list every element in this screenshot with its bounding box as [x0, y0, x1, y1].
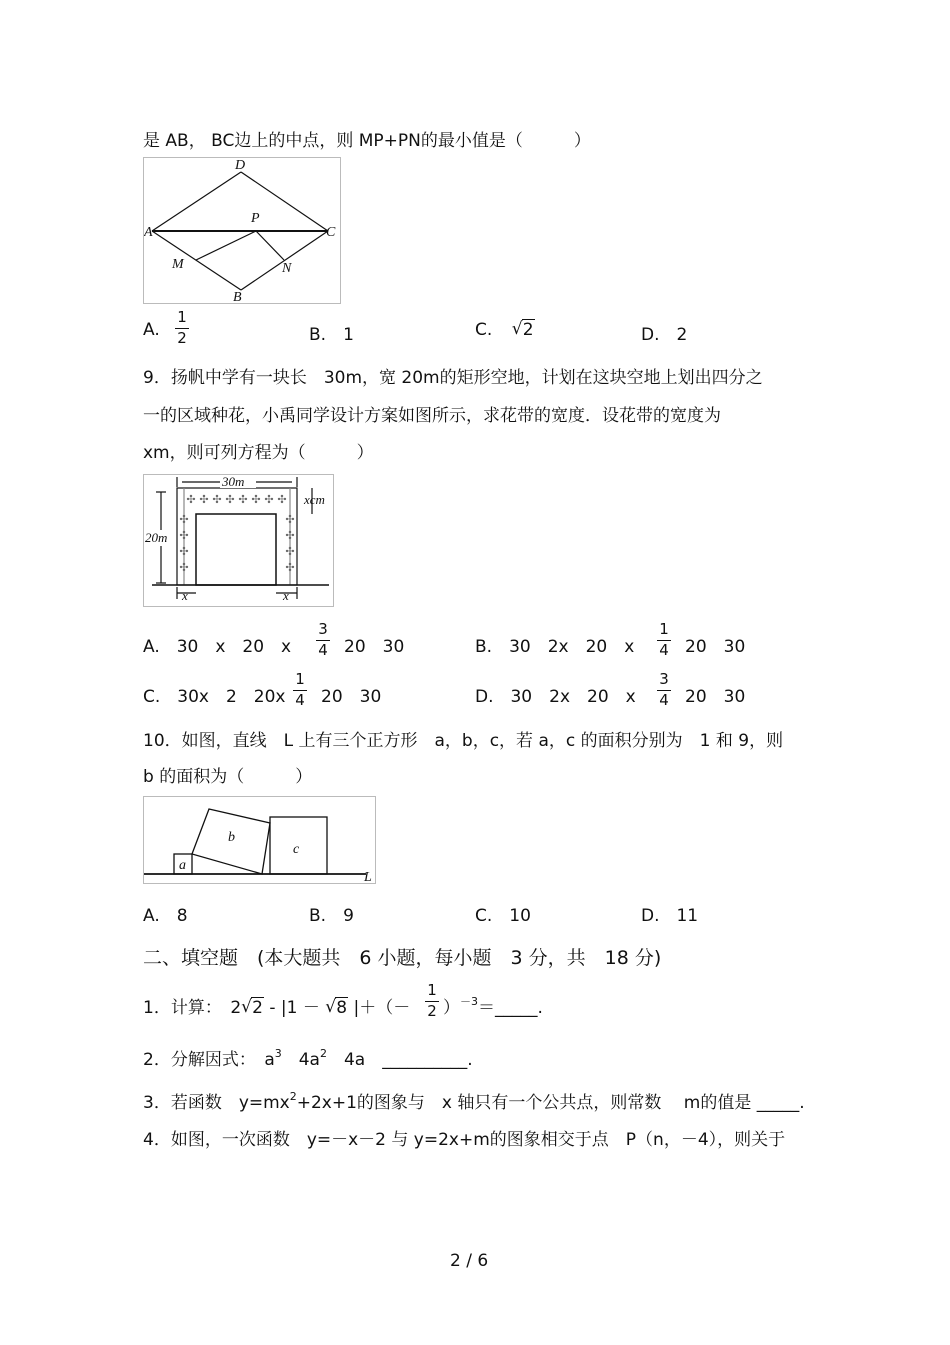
q8-option-a-label: A.: [143, 320, 160, 340]
fill-q1-fraction: 1 2: [425, 982, 439, 1020]
q8-stem: 是 AB， BC边上的中点，则 MP+PN的最小值是（ ）: [143, 131, 591, 151]
svg-text:✣: ✣: [212, 493, 222, 506]
q9-option-c-right: 20 30: [321, 687, 382, 707]
label-a: A: [144, 225, 153, 240]
label-n: N: [282, 261, 292, 276]
svg-text:✣: ✣: [277, 493, 287, 506]
svg-text:✣: ✣: [285, 545, 295, 558]
q9-option-d-left: D. 30 2x 20 x: [475, 687, 636, 707]
label-20m: 20m: [145, 530, 168, 545]
q9-option-c-left: C. 30x 2 20x: [143, 687, 286, 707]
q9-option-d-right: 20 30: [685, 687, 746, 707]
label-d: D: [235, 158, 246, 173]
q9-option-c-fraction: 1 4: [293, 671, 307, 709]
q10-option-a: A. 8: [143, 906, 188, 926]
q8-option-b: B. 1: [309, 325, 354, 345]
label-30m: 30m: [222, 475, 245, 489]
q9-option-b-fraction: 1 4: [657, 621, 671, 659]
svg-text:✣: ✣: [285, 529, 295, 542]
q8-option-a-fraction: 1 2: [175, 309, 189, 347]
svg-text:✣: ✣: [238, 493, 248, 506]
q8-option-d: D. 2: [641, 325, 688, 345]
svg-text:✣: ✣: [285, 561, 295, 574]
label-square-b: b: [228, 830, 235, 845]
q8-rhombus-figure: [143, 157, 341, 304]
q9-garden-figure: [143, 474, 334, 607]
q9-option-b-right: 20 30: [685, 637, 746, 657]
fill-q2: 2．分解因式： $a^3$ $4a^2$ 4a __________.: [143, 1047, 473, 1070]
page-number: 2 / 6: [450, 1251, 489, 1271]
q10-option-d: D. 11: [641, 906, 699, 926]
q10-option-b: B. 9: [309, 906, 354, 926]
q9-option-a-right: 20 30: [344, 637, 405, 657]
label-square-a: a: [179, 858, 186, 873]
svg-text:✣: ✣: [179, 513, 189, 526]
label-x-right: x: [283, 588, 289, 603]
fill-q1: 1．计算： 2√ 2 - |1 － √ 8 |＋（－: [143, 993, 410, 1018]
q8-option-c: C. √ 2: [475, 320, 535, 340]
label-b: B: [233, 290, 242, 303]
fill-q3: 3．若函数 $y=mx^2+2x+1$的图象与 x 轴只有一个公共点，则常数 m的值是 _____.: [143, 1090, 805, 1113]
q9-line-3: xm，则可列方程为（ ）: [143, 443, 374, 463]
svg-text:✣: ✣: [251, 493, 261, 506]
garden-diagram: [144, 475, 333, 606]
squares-diagram: [144, 797, 375, 883]
q10-option-c: C. 10: [475, 906, 531, 926]
q9-line-2: 一的区域种花，小禹同学设计方案如图所示，求花带的宽度．设花带的宽度为: [143, 406, 721, 426]
label-m: M: [172, 257, 184, 272]
q9-option-d-fraction: 3 4: [657, 671, 671, 709]
rhombus-diagram: [144, 158, 340, 303]
label-xcm: xcm: [304, 492, 325, 507]
svg-text:✣: ✣: [285, 513, 295, 526]
svg-text:✣: ✣: [179, 545, 189, 558]
label-square-c: c: [293, 842, 300, 857]
svg-text:✣: ✣: [264, 493, 274, 506]
fill-q1-tail: ）$^{-3}$＝_____.: [443, 995, 543, 1018]
q9-option-b-left: B. 30 2x 20 x: [475, 637, 635, 657]
q9-option-a-left: A. 30 x 20 x: [143, 637, 292, 657]
fill-q4: 4．如图，一次函数 y=－x－2 与 y=2x+m的图象相交于点 P（n，－4），则关于: [143, 1130, 786, 1150]
section-2-title: 二、填空题 (本大题共 6 小题，每小题 3 分，共 18 分): [143, 947, 662, 969]
label-line-l: L: [364, 870, 372, 883]
q9-option-a-fraction: 3 4: [316, 621, 330, 659]
label-x-left: x: [182, 588, 188, 603]
svg-text:✣: ✣: [179, 529, 189, 542]
q10-line-2: b 的面积为（ ）: [143, 767, 313, 787]
svg-text:✣: ✣: [225, 493, 235, 506]
svg-text:✣: ✣: [199, 493, 209, 506]
q10-squares-figure: [143, 796, 376, 884]
q9-line-1: 9．扬帆中学有一块长 30m，宽 20m的矩形空地，计划在这块空地上划出四分之: [143, 368, 763, 388]
label-p: P: [251, 211, 260, 226]
q10-line-1: 10．如图，直线 L 上有三个正方形 a，b，c，若 a，c 的面积分别为 1 和 9，则: [143, 731, 784, 751]
label-c: C: [326, 225, 336, 240]
svg-text:✣: ✣: [186, 493, 196, 506]
svg-text:✣: ✣: [179, 561, 189, 574]
